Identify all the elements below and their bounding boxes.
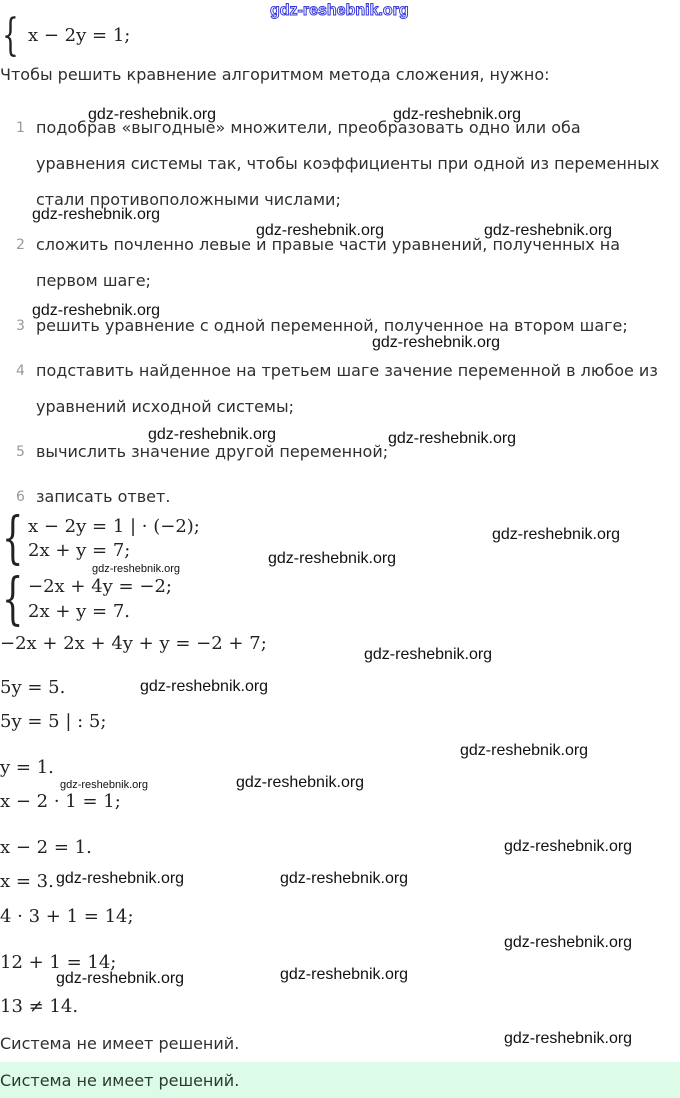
- brace-icon: {: [2, 506, 24, 571]
- watermark: gdz-reshebnik.org: [60, 779, 149, 791]
- step-number: 5: [16, 444, 25, 460]
- equation: x − 2 = 1.: [0, 837, 92, 858]
- equation: x = 3.: [0, 871, 54, 892]
- watermark: gdz-reshebnik.org: [484, 222, 613, 239]
- equation: x − 2 · 1 = 1;: [0, 791, 121, 812]
- step-number: 6: [16, 489, 25, 505]
- answer-box: [0, 1062, 680, 1098]
- watermark: gdz-reshebnik.org: [268, 550, 397, 567]
- equation: 4 · 3 + 1 = 14;: [0, 906, 134, 927]
- watermark: gdz-reshebnik.org: [56, 970, 185, 987]
- watermark-top: gdz-reshebnik.org: [270, 2, 409, 19]
- step-number: 2: [16, 237, 25, 253]
- step-text: стали противоположными числами;: [36, 190, 341, 209]
- top-equation: x − 2y = 1;: [28, 25, 131, 46]
- equation: 2x + y = 7;: [28, 540, 131, 561]
- step-text: сложить почленно левые и правые части уравнений, полученных на: [36, 235, 621, 254]
- watermark: gdz-reshebnik.org: [32, 206, 161, 223]
- watermark: gdz-reshebnik.org: [56, 870, 185, 887]
- step-number: 3: [16, 318, 25, 334]
- watermark: gdz-reshebnik.org: [32, 302, 161, 319]
- step-text: первом шаге;: [36, 271, 151, 290]
- equation: −2x + 4y = −2;: [28, 576, 172, 597]
- step-text: подставить найденное на третьем шаге зачение переменной в любое из: [36, 361, 658, 380]
- step-text: записать ответ.: [36, 487, 171, 506]
- watermark: gdz-reshebnik.org: [236, 774, 365, 791]
- equation: 2x + y = 7.: [28, 601, 130, 622]
- watermark: gdz-reshebnik.org: [504, 1030, 633, 1047]
- step-text: уравнений исходной системы;: [36, 397, 295, 416]
- watermark: gdz-reshebnik.org: [148, 426, 277, 443]
- watermark: gdz-reshebnik.org: [140, 678, 269, 695]
- conclusion-text: Система не имеет решений.: [0, 1034, 240, 1053]
- watermark: gdz-reshebnik.org: [504, 934, 633, 951]
- equation: x − 2y = 1 | · (−2);: [28, 516, 200, 537]
- watermark: gdz-reshebnik.org: [280, 966, 409, 983]
- watermark: gdz-reshebnik.org: [372, 334, 501, 351]
- brace-icon: {: [2, 567, 24, 632]
- equation: 5y = 5.: [0, 677, 66, 698]
- watermark: gdz-reshebnik.org: [364, 646, 493, 663]
- step-number: 1: [16, 120, 25, 136]
- brace-icon: {: [2, 10, 19, 61]
- step-text: подобрав «выгодные» множители, преобразовать одно или оба: [36, 118, 581, 137]
- watermark: gdz-reshebnik.org: [92, 563, 181, 575]
- intro-text: Чтобы решить кравнение алгоритмом метода сложения, нужно:: [0, 65, 550, 84]
- watermark: gdz-reshebnik.org: [504, 838, 633, 855]
- watermark: gdz-reshebnik.org: [393, 106, 522, 123]
- watermark: gdz-reshebnik.org: [460, 742, 589, 759]
- step-text: решить уравнение с одной переменной, полученное на втором шаге;: [36, 316, 628, 335]
- equation: y = 1.: [0, 757, 54, 778]
- answer-text: Система не имеет решений.: [0, 1071, 240, 1090]
- watermark: gdz-reshebnik.org: [280, 870, 409, 887]
- equation: 5y = 5 | : 5;: [0, 711, 107, 732]
- step-number: 4: [16, 363, 25, 379]
- watermark: gdz-reshebnik.org: [388, 430, 517, 447]
- watermark: gdz-reshebnik.org: [492, 526, 621, 543]
- equation: −2x + 2x + 4y + y = −2 + 7;: [0, 633, 267, 654]
- equation: 13 ≠ 14.: [0, 996, 79, 1017]
- watermark: gdz-reshebnik.org: [88, 106, 217, 123]
- step-text: вычислить значение другой переменной;: [36, 442, 389, 461]
- watermark: gdz-reshebnik.org: [256, 222, 385, 239]
- equation: 12 + 1 = 14;: [0, 952, 117, 973]
- step-text: уравнения системы так, чтобы коэффициенты при одной из переменных: [36, 154, 660, 173]
